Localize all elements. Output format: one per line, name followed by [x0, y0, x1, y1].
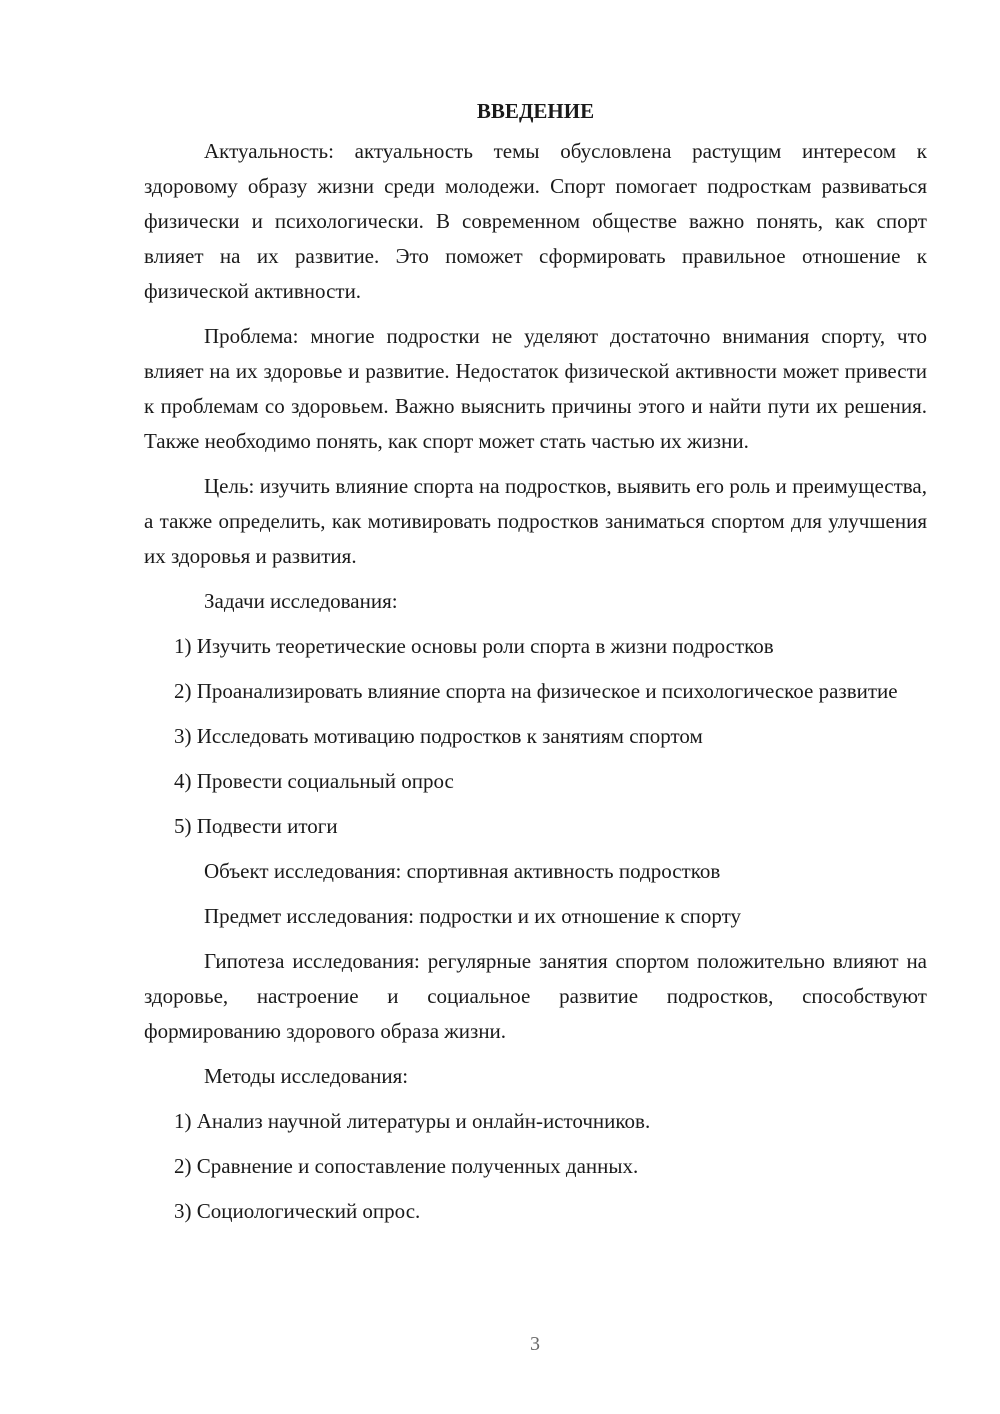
page-number: 3 — [530, 1333, 540, 1355]
task-item-5: 5) Подвести итоги — [174, 814, 338, 838]
document-body — [144, 96, 927, 1229]
paragraph-relevance: Актуальность: актуальность темы обусловлена растущим интересом к здоровому образу жизни среди молодежи. Спорт помогает подросткам развиваться физически и психологически. В современном обществе важно понять, как спорт влияет на их развитие. Это поможет сформировать правильное отношение к физической активности. — [144, 139, 927, 303]
paragraph-goal: Цель: изучить влияние спорта на подростков, выявить его роль и преимущества, а также определить, как мотивировать подростков заниматься спортом для улучшения их здоровья и развития. — [144, 474, 927, 568]
method-item-3: 3) Социологический опрос. — [174, 1199, 421, 1223]
method-item-2: 2) Сравнение и сопоставление полученных данных. — [174, 1154, 639, 1178]
page-title: ВВЕДЕНИЕ — [476, 99, 595, 123]
paragraph-problem: Проблема: многие подростки не уделяют достаточно внимания спорту, что влияет на их здоровье и развитие. Недостаток физической активности может привести к проблемам со здоровьем. Важно выяснить причины этого и найти пути их решения. Также необходимо понять, как спорт может стать частью их жизни. — [144, 324, 927, 453]
task-item-4: 4) Провести социальный опрос — [174, 769, 454, 793]
task-item-3: 3) Исследовать мотивацию подростков к занятиям спортом — [174, 724, 703, 748]
task-item-2: 2) Проанализировать влияние спорта на физическое и психологическое развитие — [174, 679, 898, 703]
tasks-heading: Задачи исследования: — [204, 589, 398, 613]
paragraph-hypothesis: Гипотеза исследования: регулярные занятия спортом положительно влияют на здоровье, настроение и социальное развитие подростков, способствуют формированию здорового образа жизни. — [144, 949, 927, 1043]
task-item-1: 1) Изучить теоретические основы роли спорта в жизни подростков — [174, 634, 774, 658]
method-item-1: 1) Анализ научной литературы и онлайн-источников. — [174, 1109, 651, 1133]
paragraph-object: Объект исследования: спортивная активность подростков — [204, 859, 721, 883]
methods-heading: Методы исследования: — [204, 1064, 409, 1088]
paragraph-subject: Предмет исследования: подростки и их отношение к спорту — [204, 904, 742, 928]
